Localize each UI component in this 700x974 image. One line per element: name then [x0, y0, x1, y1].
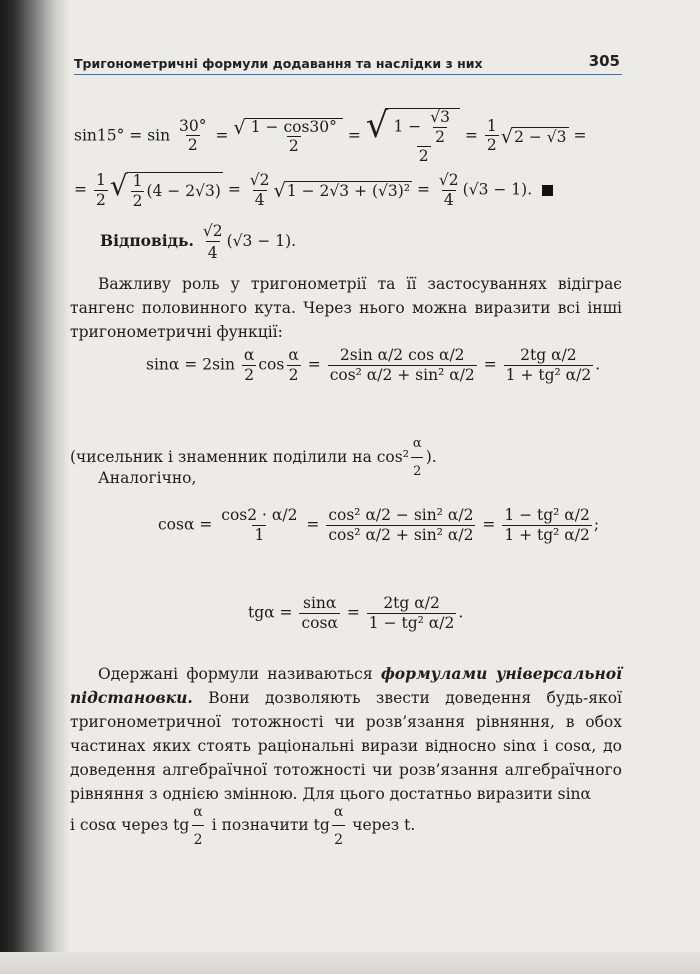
- page-binding-shadow: [0, 0, 70, 974]
- header-title: Тригонометричні формули додавання та наслідки з них: [74, 56, 483, 71]
- numerator: α: [333, 804, 344, 820]
- formula-text: .: [458, 603, 464, 622]
- paragraph-similarly: [70, 466, 622, 490]
- paragraph-text: і позначити tg: [211, 816, 330, 834]
- fraction: [286, 348, 300, 383]
- square-root: [365, 105, 460, 165]
- numerator: α: [243, 346, 255, 364]
- radicand: 2 − √3: [514, 127, 567, 146]
- denominator: 4: [443, 190, 454, 209]
- formula-text: .: [595, 355, 601, 374]
- paragraph-text: (чисельник і знаменник поділили на cos²: [70, 448, 409, 466]
- fraction: [332, 800, 345, 852]
- numerator: 30°: [179, 116, 207, 135]
- square-root: [500, 124, 569, 148]
- fraction: [437, 173, 461, 208]
- numerator: cos² α/2 − sin² α/2: [328, 506, 474, 524]
- fraction: [504, 348, 594, 383]
- formula-text: sinα = 2sin: [146, 355, 235, 374]
- denominator: 2: [411, 457, 423, 484]
- radical-sign: √: [500, 124, 514, 148]
- numerator: α: [412, 436, 422, 451]
- numerator: 1 − tg² α/2: [504, 506, 590, 524]
- denominator: 1 − tg² α/2: [368, 613, 455, 632]
- equals: =: [215, 126, 229, 145]
- numerator: cos2 · α/2: [221, 506, 298, 524]
- fraction: [248, 173, 272, 208]
- denominator: 2: [288, 365, 299, 384]
- page-number: 305: [588, 52, 620, 70]
- numerator: √3: [430, 108, 450, 126]
- equals: =: [306, 515, 320, 534]
- fraction: [328, 348, 477, 383]
- fraction: [502, 508, 592, 543]
- paragraph-half-angle: [70, 272, 622, 344]
- paragraph-text: ).: [425, 448, 437, 466]
- fraction: [131, 174, 145, 209]
- radical-sign: √: [365, 105, 389, 146]
- equals: =: [227, 180, 241, 199]
- equals: =: [573, 126, 587, 145]
- numerator: √2: [438, 171, 459, 189]
- denominator: 2: [418, 147, 429, 165]
- numerator: 1: [132, 172, 143, 190]
- equals: =: [346, 603, 360, 622]
- denominator: 2: [486, 136, 497, 155]
- denominator: 4: [206, 241, 220, 262]
- equals: =: [416, 180, 430, 199]
- denominator: 2: [95, 190, 106, 209]
- denominator: 2: [132, 191, 143, 210]
- fraction: [367, 596, 457, 631]
- square-root: [109, 169, 223, 210]
- paragraph-text: Вони дозволяють звести доведення будь-якої тригонометричної тотожності чи розв’язання рівняння, в обох частинах яких стоять раціональні вирази відносно sinα і cosα, до доведення алгебраїчної тотожності чи розв’язання алгебраїчного рівняння з однією змінною. Для цього достатньо виразити sinα: [70, 689, 622, 803]
- formula-text: ;: [593, 515, 600, 534]
- denominator: cos² α/2 + sin² α/2: [328, 525, 474, 544]
- numerator: 1: [95, 171, 106, 189]
- denominator: 2: [288, 137, 299, 156]
- denominator: 4: [254, 190, 265, 209]
- denominator: 2: [187, 136, 198, 155]
- radical-sign: √: [109, 169, 128, 202]
- radicand: 1 − 2√3 + (√3)²: [286, 181, 411, 200]
- paragraph-text: Важливу роль у тригонометрії та її застосуваннях відіграє тангенс половинного кута. Через нього можна виразити всі інші тригонометричні функції:: [70, 275, 622, 341]
- radical-sign: √: [233, 115, 246, 139]
- fraction: [326, 508, 475, 543]
- fraction: [485, 116, 499, 155]
- fraction: [94, 173, 108, 208]
- denominator: 2: [244, 365, 255, 384]
- denominator: 1 + tg² α/2: [504, 525, 590, 544]
- fraction: [392, 110, 456, 165]
- denominator: 1 + tg² α/2: [505, 365, 592, 384]
- paragraph-text: Аналогічно,: [98, 469, 197, 487]
- equals: =: [74, 180, 87, 199]
- denominator: 2: [192, 825, 205, 852]
- fraction: [428, 110, 452, 145]
- numerator: α: [288, 346, 299, 364]
- answer-value: (√3 − 1).: [226, 232, 297, 250]
- fraction: [242, 348, 256, 383]
- denominator: cos² α/2 + sin² α/2: [329, 365, 475, 384]
- running-header: [74, 52, 622, 75]
- numerator: 1: [486, 116, 497, 135]
- paragraph-substitution-rule: [70, 800, 622, 852]
- formula-sin15-line1: [74, 105, 587, 165]
- numerator: α: [193, 804, 203, 820]
- fraction: [201, 222, 225, 262]
- radicand-tail: (4 − 2√3): [146, 181, 221, 200]
- denominator: 2: [435, 127, 446, 146]
- numerator-part: 1 −: [393, 117, 422, 136]
- square-root: [233, 115, 343, 156]
- equals: =: [347, 126, 361, 145]
- denominator: 1: [254, 525, 265, 544]
- numerator: 2tg α/2: [520, 346, 577, 364]
- numerator: √2: [202, 222, 223, 240]
- formula-text: sin15° = sin: [74, 126, 171, 145]
- end-of-proof-square: [542, 185, 553, 196]
- fraction: [249, 117, 339, 156]
- formula-text: cos: [258, 355, 285, 374]
- formula-sin-universal: [146, 348, 600, 383]
- paragraph-text: через t.: [352, 816, 416, 834]
- paragraph-text: Одержані формули називаються: [98, 665, 373, 683]
- square-root: [273, 178, 413, 202]
- fraction: [219, 508, 299, 543]
- fraction: [177, 116, 208, 155]
- equals: =: [464, 126, 478, 145]
- page-bottom-edge: [0, 952, 700, 974]
- formula-sin15-line2: [74, 169, 553, 210]
- numerator: √2: [249, 171, 270, 189]
- formula-text: (√3 − 1).: [462, 180, 533, 199]
- formula-tg-universal: [248, 596, 463, 631]
- equals: =: [483, 355, 497, 374]
- fraction: [299, 596, 339, 631]
- denominator: cosα: [301, 613, 338, 632]
- numerator: 1 − cos30°: [250, 117, 337, 136]
- numerator: sinα: [303, 594, 337, 612]
- numerator: 2tg α/2: [383, 594, 440, 612]
- formula-text: tgα =: [248, 603, 293, 622]
- fraction: [191, 800, 204, 852]
- paragraph-text: і cosα через tg: [70, 816, 190, 834]
- equals: =: [482, 515, 496, 534]
- answer-line: [100, 222, 296, 262]
- formula-cos-universal: [158, 508, 599, 543]
- equals: =: [307, 355, 321, 374]
- denominator: 2: [332, 825, 345, 852]
- answer-label: Відповідь.: [100, 231, 194, 250]
- paragraph-universal-substitution: [70, 662, 622, 806]
- term-highlight: формулами універсальної підстановки.: [70, 664, 622, 707]
- numerator: 2sin α/2 cos α/2: [339, 346, 465, 364]
- formula-text: cosα =: [158, 515, 213, 534]
- numerator: [392, 110, 456, 146]
- radical-sign: √: [273, 178, 286, 202]
